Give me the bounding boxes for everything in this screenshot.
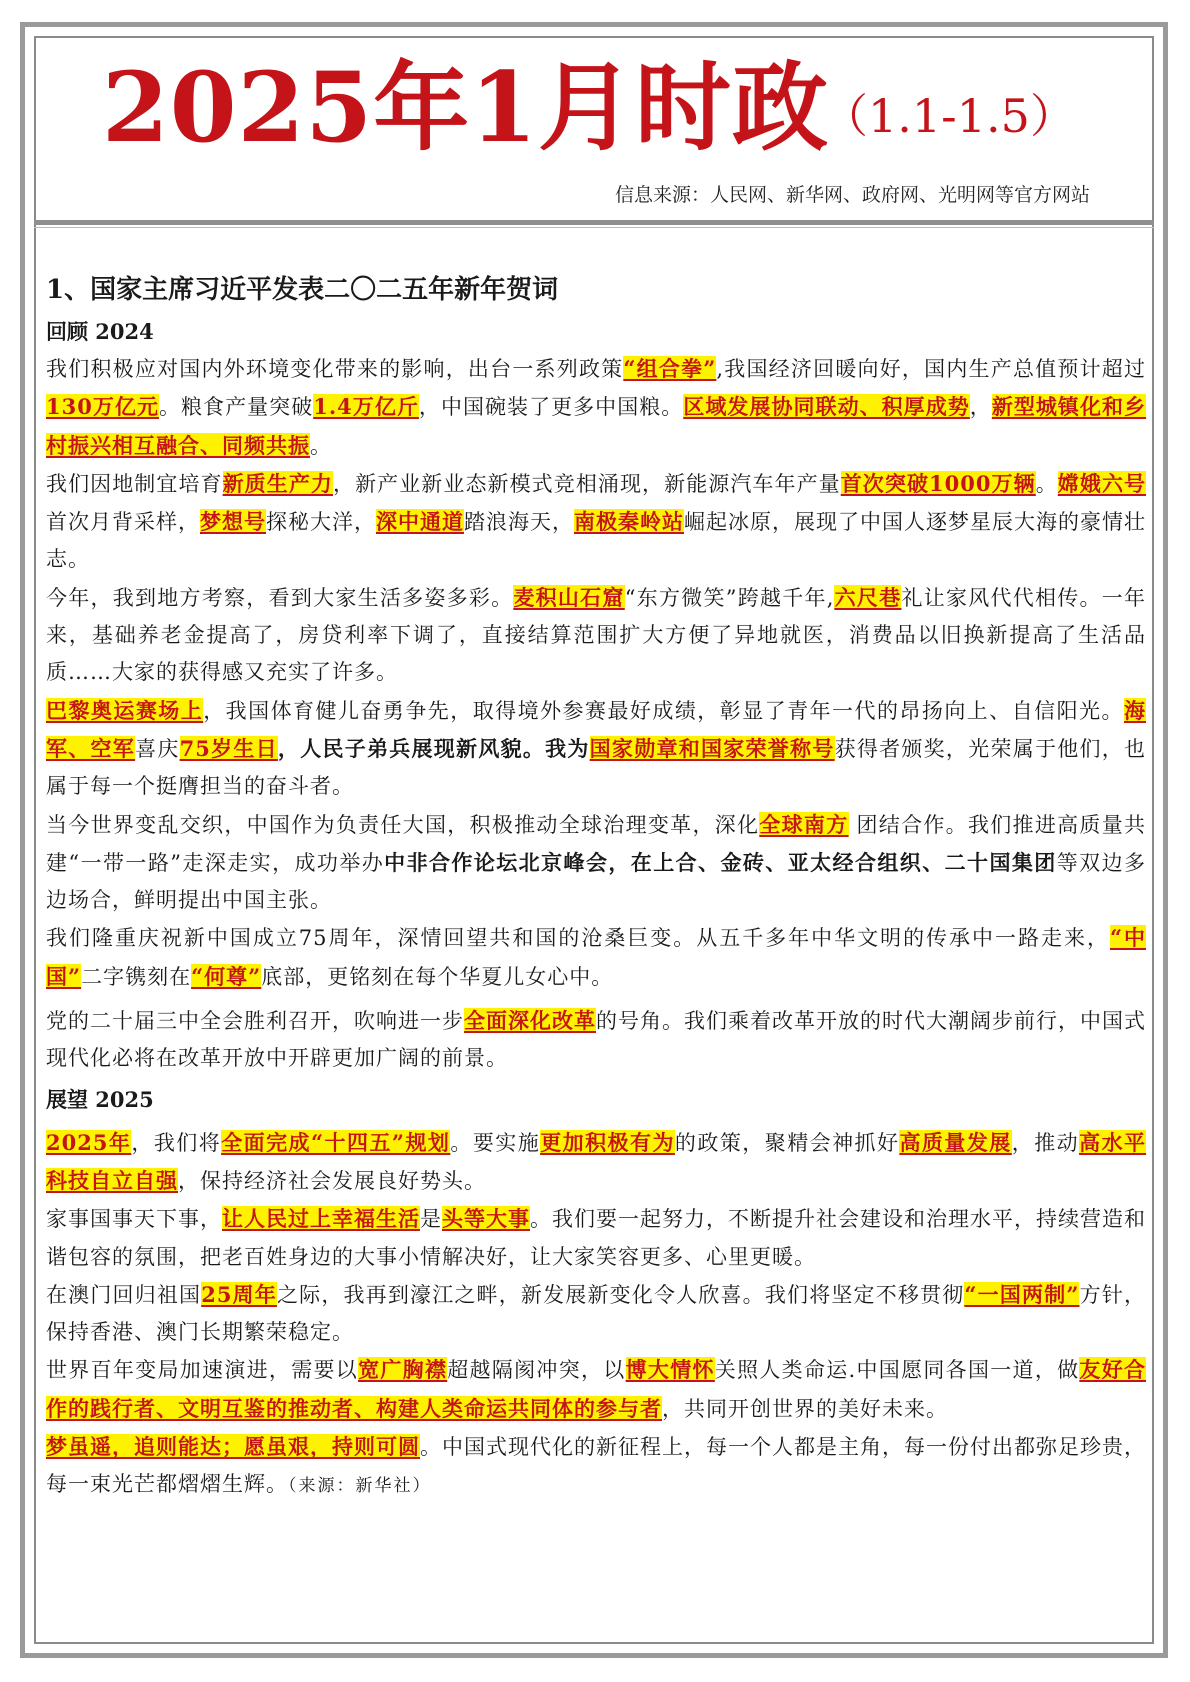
highlight: 梦虽遥，追则能达；愿虽艰，持则可圆 xyxy=(46,1434,420,1460)
text: 的政策，聚精会神抓好 xyxy=(674,1130,900,1155)
bold-text: 中非合作论坛北京峰会，在上合、金砖、亚太经合组织、二十国集团 xyxy=(384,849,1057,875)
highlight: 麦积山石窟 xyxy=(513,584,625,610)
text: 我们因地制宜培育 xyxy=(46,471,223,496)
text: 首次月背采样， xyxy=(46,510,200,535)
text: 之际，我再到濠江之畔，新发展新变化令人欣喜。我们将坚定不移贯彻 xyxy=(276,1282,965,1307)
source-note: 信息来源：人民网、新华网、政府网、光明网等官方网站 xyxy=(614,184,1090,206)
paragraph-2025-plan xyxy=(46,1124,1146,1201)
text: 在澳门回归祖国 xyxy=(46,1282,202,1307)
highlight: 75岁生日 xyxy=(179,735,278,761)
source-attribution: （来源：新华社） xyxy=(288,1476,432,1497)
paragraph-reform xyxy=(46,1002,1146,1078)
text: ，人民子弟兵展现新风貌。我为 xyxy=(277,735,590,761)
highlight: “何尊” xyxy=(191,963,262,989)
text: “东方微笑”跨越千年, xyxy=(624,585,835,610)
highlight: “组合拳” xyxy=(623,356,717,381)
text: 。 xyxy=(1035,471,1058,496)
text: 世界百年变局加速演进，需要以 xyxy=(46,1358,359,1383)
text: 底部，更铭刻在每个华夏儿女心中。 xyxy=(261,964,614,989)
text: ，推动 xyxy=(1011,1130,1080,1155)
text: ,我国经济回暖向好，国内生产总值预计超过 xyxy=(716,357,1146,381)
highlight: 130万亿元 xyxy=(46,394,159,420)
text: 我们隆重庆祝新中国成立75周年，深情回望共和国的沧桑巨变。从五千多年中华文明的传承中一路走来， xyxy=(46,926,1110,951)
highlight: 头等大事 xyxy=(442,1206,530,1232)
section-heading: 1、国家主席习近平发表二〇二五年新年贺词 xyxy=(46,275,559,305)
text: 。粮食产量突破 xyxy=(158,395,314,420)
paragraph-closing xyxy=(46,1428,1146,1506)
text: ，中国碗装了更多中国粮。 xyxy=(418,395,684,420)
highlight: 宽广胸襟 xyxy=(358,1357,448,1383)
text: 探秘大洋， xyxy=(266,510,376,535)
text: 礼让家风代代相传。一年来，基础养老金提高了，房贷利率下调了，直接结算范围扩大方便了异地就医，消费品以旧换新提高了生活品质……大家的获得感又充实了许多。 xyxy=(46,585,1147,685)
highlight: 六尺巷 xyxy=(834,584,902,610)
highlight: “中国” xyxy=(46,925,1146,989)
highlight: 全面深化改革 xyxy=(464,1008,596,1034)
paragraph-anniversary xyxy=(46,919,1146,996)
text: 关照人类命运.中国愿同各国一道，做 xyxy=(714,1358,1080,1383)
text: 崛起冰原，展现了中国人逐梦星辰大海的豪情壮志。 xyxy=(46,510,1146,572)
paragraph-livelihood xyxy=(46,579,1146,692)
text: 党的二十届三中全会胜利召开，吹响进一步 xyxy=(46,1009,464,1034)
text: 我们积极应对国内外环境变化带来的影响，出台一系列政策 xyxy=(46,357,624,381)
text: ，保持经济社会发展良好势头。 xyxy=(178,1168,486,1193)
text: ， xyxy=(969,395,992,420)
paragraph-world xyxy=(46,1351,1146,1428)
text: 。中国式现代化的新征程上，每一个人都是主角，每一份付出都弥足珍贵，每一束光芒都熠熠生辉。 xyxy=(46,1435,1146,1497)
text: 的号角。我们乘着改革开放的时代大潮阔步前行，中国式现代化必将在改革开放中开辟更加广阔的前景。 xyxy=(46,1009,1146,1071)
review-heading: 回顾 2024 xyxy=(46,319,154,344)
text: ，我国体育健儿奋勇争先，取得境外参赛最好成绩，彰显了青年一代的昂扬向上、自信阳光。 xyxy=(203,698,1125,723)
paragraph-macau xyxy=(46,1276,1146,1352)
paragraph-economy xyxy=(46,350,1146,465)
highlight: 更加积极有为 xyxy=(540,1129,675,1155)
highlight: 全球南方 xyxy=(759,811,849,837)
text: 团结合作。我们推进高质量共建“一带一路”走深走实，成功举办 xyxy=(46,812,1146,875)
article-body xyxy=(46,268,1146,1506)
highlight: 新质生产力 xyxy=(222,470,333,496)
text: ，共同开创世界的美好未来。 xyxy=(662,1396,948,1421)
text: 是 xyxy=(420,1207,442,1232)
text: 等双边多边场合，鲜明提出中国主张。 xyxy=(46,850,1146,913)
outlook-heading: 展望 2025 xyxy=(46,1086,154,1112)
text: 。我们要一起努力，不断提升社会建设和治理水平，持续营造和谐包容的氛围，把老百姓身边的大事小情解决好，让大家笑容更多、心里更暖。 xyxy=(46,1207,1146,1269)
highlight: “一国两制” xyxy=(964,1281,1080,1307)
text: 当今世界变乱交织，中国作为负责任大国，积极推动全球治理变革，深化 xyxy=(46,812,760,837)
highlight: 区域发展协同联动、积厚成势 xyxy=(683,394,970,420)
text: 今年，我到地方考察，看到大家生活多姿多彩。 xyxy=(46,585,514,610)
text: ，我们将 xyxy=(131,1130,222,1155)
text: 获得者颁奖，光荣属于他们，也属于每一个挺膺担当的奋斗者。 xyxy=(46,736,1147,799)
highlight: 巴黎奥运赛场上 xyxy=(46,697,204,723)
highlight: 全面完成“十四五”规划 xyxy=(221,1129,451,1155)
highlight: 让人民过上幸福生活 xyxy=(222,1206,420,1232)
paragraph-people-happiness xyxy=(46,1200,1146,1276)
text: 喜庆 xyxy=(135,736,180,761)
highlight: 嫦娥六号 xyxy=(1057,470,1147,496)
page-title: 2025年1月时政 xyxy=(102,51,829,164)
text: 家事国事天下事， xyxy=(46,1207,222,1232)
text: 二字镌刻在 xyxy=(81,964,192,989)
text: 超越隔阂冲突，以 xyxy=(447,1358,626,1383)
highlight: 高质量发展 xyxy=(899,1129,1012,1155)
header-divider xyxy=(34,220,1154,225)
text: ，新产业新业态新模式竞相涌现，新能源汽车年产量 xyxy=(333,471,841,496)
highlight: 新型城镇化和乡村振兴相互融合、同频共振 xyxy=(46,394,1147,458)
header-divider-thin xyxy=(34,227,1154,228)
highlight: 南极秦岭站 xyxy=(574,509,684,535)
date-range: （1.1-1.5） xyxy=(822,89,1076,143)
highlight: 首次突破1000万辆 xyxy=(840,470,1036,496)
text: 。 xyxy=(310,433,332,458)
highlight: 高水平科技自立自强 xyxy=(46,1129,1147,1193)
highlight: 25周年 xyxy=(201,1281,277,1307)
highlight: 博大情怀 xyxy=(625,1357,715,1383)
paragraph-diplomacy xyxy=(46,806,1146,920)
text: 。要实施 xyxy=(450,1130,541,1155)
text: 踏浪海天， xyxy=(464,510,574,535)
paragraph-innovation xyxy=(46,465,1146,579)
highlight: 国家勋章和国家荣誉称号 xyxy=(589,735,835,761)
highlight: 海军、空军 xyxy=(46,697,1147,761)
highlight: 2025年 xyxy=(46,1129,132,1155)
highlight: 梦想号 xyxy=(200,509,266,535)
highlight: 1.4万亿斤 xyxy=(313,394,419,420)
highlight: 友好合作的践行者、文明互鉴的推动者、构建人类命运共同体的参与者 xyxy=(46,1357,1147,1421)
text: 方针，保持香港、澳门长期繁荣稳定。 xyxy=(46,1282,1146,1345)
highlight: 深中通道 xyxy=(376,509,464,535)
paragraph-sports-military xyxy=(46,692,1146,806)
